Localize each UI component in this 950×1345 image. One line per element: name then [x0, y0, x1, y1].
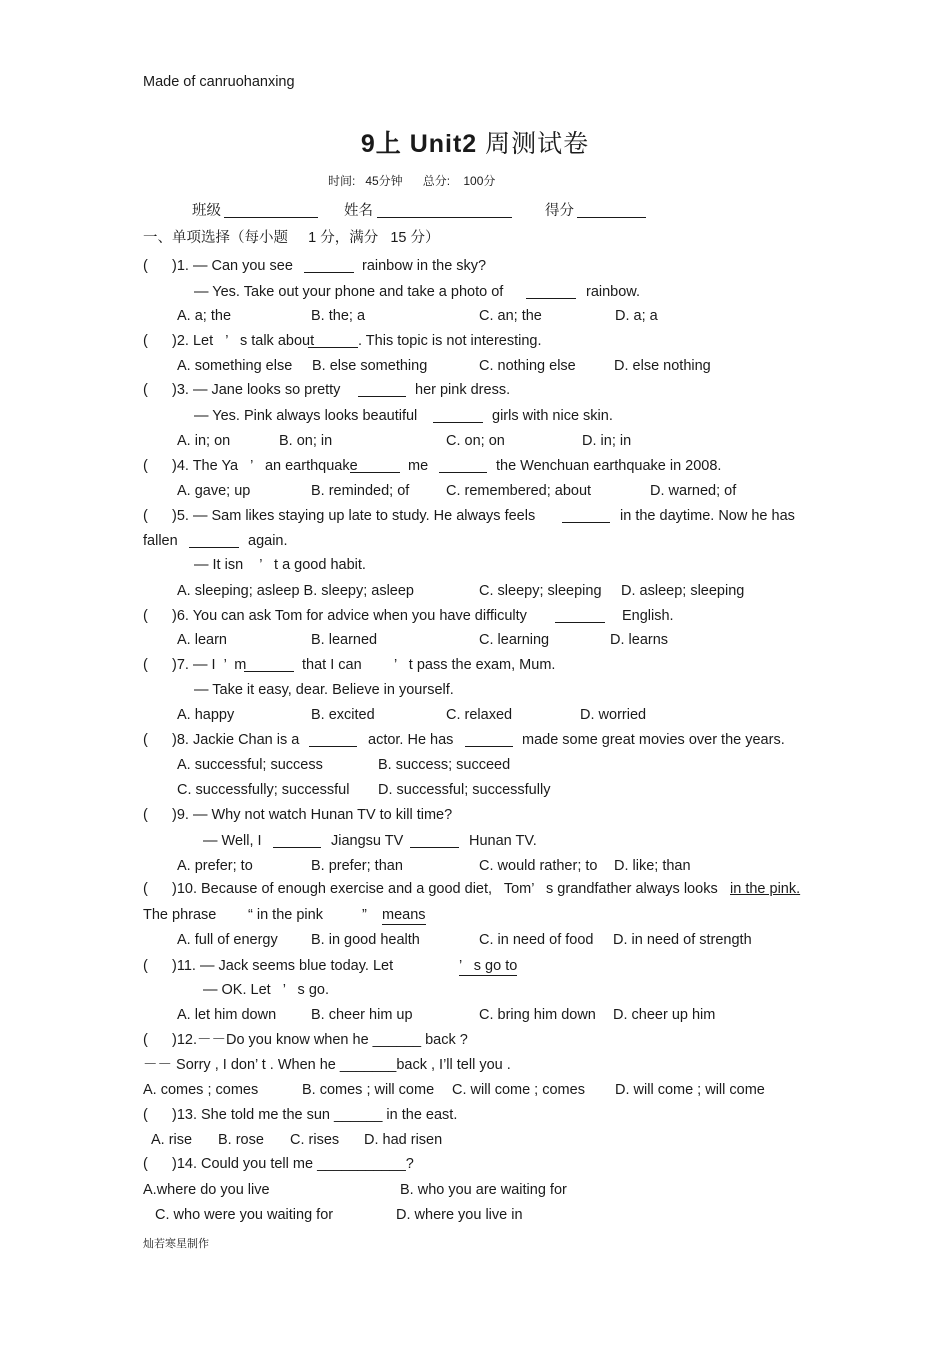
- section-heading: 一、单项选择（每小题 1 分，满分 15 分）: [143, 230, 440, 246]
- q9-option-a: A. prefer; to: [177, 858, 253, 874]
- q12-option-b: B. comes ; will come: [302, 1082, 435, 1098]
- q11-option-b: B. cheer him up: [311, 1007, 413, 1023]
- q2-stem: ( )2. Let ’ s talk about: [143, 333, 315, 349]
- q2-option-c: C. nothing else: [479, 358, 576, 374]
- q1-option-c: C. an; the: [479, 308, 542, 324]
- q3-blank-2[interactable]: [433, 408, 483, 423]
- q1-option-a: A. a; the: [177, 308, 232, 324]
- q4-stem-end: the Wenchuan earthquake in 2008.: [496, 458, 722, 474]
- q3-option-b: B. on; in: [279, 433, 333, 449]
- page-title: [0, 124, 950, 160]
- q4-option-d: D. warned; of: [650, 483, 737, 499]
- q11-stem-end: ’ s go to: [459, 958, 518, 974]
- q5-blank-1[interactable]: [562, 508, 610, 523]
- q9-option-d: D. like; than: [614, 858, 691, 874]
- q10-option-d: D. in need of strength: [613, 932, 752, 948]
- q5-blank-2[interactable]: [189, 533, 239, 548]
- q8-option-b: B. success; succeed: [378, 757, 511, 773]
- q10-option-a: A. full of energy: [177, 932, 278, 948]
- q8-option-c: C. successfully; successful: [177, 782, 350, 798]
- q14-option-d: D. where you live in: [396, 1207, 523, 1223]
- q12-option-c: C. will come ; comes: [452, 1082, 585, 1098]
- q7-option-a: A. happy: [177, 707, 235, 723]
- q1-blank-2[interactable]: [526, 284, 576, 299]
- q12-stem: ( )12.－－Do you know when he ______ back ?: [143, 1032, 468, 1048]
- q12-option-d: D. will come ; will come: [615, 1082, 765, 1098]
- title-suffix: 周测试卷: [485, 130, 590, 158]
- q1-stem: ( )1. — Can you see: [143, 258, 293, 274]
- title-prefix: 9上: [360, 130, 402, 158]
- q3-stem: ( )3. — Jane looks so pretty: [143, 382, 341, 398]
- footer-credit: 灿若寒星制作: [143, 1238, 209, 1250]
- q11-option-a: A. let him down: [177, 1007, 277, 1023]
- q6-blank[interactable]: [555, 608, 605, 623]
- q1-option-b: B. the; a: [311, 308, 366, 324]
- q7-blank[interactable]: [244, 657, 294, 672]
- q9-reply: — Well, I: [203, 833, 262, 849]
- q5-option-ab: A. sleeping; asleep B. sleepy; asleep: [177, 583, 414, 599]
- q4-blank-2[interactable]: [439, 458, 487, 473]
- q14-stem: ( )14. Could you tell me ___________?: [143, 1156, 414, 1172]
- q4-stem-mid: me: [408, 458, 429, 474]
- q5-option-c: C. sleepy; sleeping: [479, 583, 602, 599]
- q7-stem: ( )7. — I ’ m: [143, 657, 247, 673]
- q9-stem: ( )9. — Why not watch Hunan TV to kill time?: [143, 807, 453, 823]
- q10-quote-close: ”: [362, 907, 367, 923]
- title-unit: Unit2: [409, 130, 478, 158]
- score-blank[interactable]: [577, 203, 646, 218]
- q2-blank[interactable]: [308, 333, 358, 348]
- q1-reply: — Yes. Take out your phone and take a photo of: [194, 284, 504, 300]
- q7-stem-end: ’ t pass the exam, Mum.: [394, 657, 556, 673]
- q10-stem: ( )10. Because of enough exercise and a good diet, Tom’ s grandfather always looks: [143, 881, 718, 897]
- q10-option-b: B. in good health: [311, 932, 420, 948]
- q8-option-a: A. successful; success: [177, 757, 323, 773]
- name-label: 姓名: [344, 203, 373, 219]
- q2-stem-end: . This topic is not interesting.: [358, 333, 542, 349]
- q10-option-c: C. in need of food: [479, 932, 594, 948]
- header-made-of: Made of canruohanxing: [143, 74, 295, 90]
- q8-blank-2[interactable]: [465, 732, 513, 747]
- q14-option-c: C. who were you waiting for: [155, 1207, 334, 1223]
- q14-option-a: A.where do you live: [143, 1182, 270, 1198]
- q8-stem-mid: actor. He has: [368, 732, 454, 748]
- q3-option-c: C. on; on: [446, 433, 505, 449]
- q8-option-d: D. successful; successfully: [378, 782, 551, 798]
- q12-option-a: A. comes ; comes: [143, 1082, 259, 1098]
- q6-option-d: D. learns: [610, 632, 669, 648]
- q11-option-d: D. cheer up him: [613, 1007, 716, 1023]
- q9-option-b: B. prefer; than: [311, 858, 403, 874]
- q10-quote: “ in the pink: [248, 907, 323, 923]
- name-blank[interactable]: [377, 203, 512, 218]
- q1-option-d: D. a; a: [615, 308, 658, 324]
- q1-blank-1[interactable]: [304, 258, 354, 273]
- q3-reply: — Yes. Pink always looks beautiful: [194, 408, 418, 424]
- q9-option-c: C. would rather; to: [479, 858, 598, 874]
- q3-reply-end: girls with nice skin.: [492, 408, 613, 424]
- q9-reply-end: Hunan TV.: [469, 833, 537, 849]
- q10-stem-wrap: The phrase: [143, 907, 217, 923]
- q13-option-b: B. rose: [218, 1132, 264, 1148]
- q1-stem-end: rainbow in the sky?: [362, 258, 487, 274]
- q13-option-c: C. rises: [290, 1132, 340, 1148]
- q11-reply: — OK. Let ’ s go.: [203, 982, 329, 998]
- q8-stem-end: made some great movies over the years.: [522, 732, 785, 748]
- q5-stem-cont: in the daytime. Now he has: [620, 508, 795, 524]
- q2-option-d: D. else nothing: [614, 358, 711, 374]
- score-label: 得分: [545, 203, 574, 219]
- q3-blank-1[interactable]: [358, 382, 406, 397]
- q13-option-d: D. had risen: [364, 1132, 443, 1148]
- q4-blank-1[interactable]: [350, 458, 400, 473]
- q14-option-b: B. who you are waiting for: [400, 1182, 567, 1198]
- q4-option-a: A. gave; up: [177, 483, 251, 499]
- q13-stem: ( )13. She told me the sun ______ in the east.: [143, 1107, 458, 1123]
- q1-reply-end: rainbow.: [586, 284, 641, 300]
- q11-stem: ( )11. — Jack seems blue today. Let: [143, 958, 394, 974]
- q7-option-c: C. relaxed: [446, 707, 513, 723]
- q2-option-a: A. something else: [177, 358, 293, 374]
- q8-blank-1[interactable]: [309, 732, 357, 747]
- q8-stem: ( )8. Jackie Chan is a: [143, 732, 300, 748]
- q7-option-d: D. worried: [580, 707, 647, 723]
- q7-reply: — Take it easy, dear. Believe in yourself.: [194, 682, 454, 698]
- q10-means: means: [382, 907, 426, 923]
- info-line: 时间: 45分钟 总分: 100分: [328, 174, 496, 188]
- q4-option-c: C. remembered; about: [446, 483, 592, 499]
- q13-option-a: A. rise: [151, 1132, 193, 1148]
- q5-reply: — It isn ’ t a good habit.: [194, 557, 366, 573]
- q4-stem: ( )4. The Ya ’ an earthquake: [143, 458, 358, 474]
- q9-blank-2[interactable]: [410, 833, 459, 848]
- q6-option-a: A. learn: [177, 632, 227, 648]
- q3-option-a: A. in; on: [177, 433, 231, 449]
- q9-reply-mid: Jiangsu TV: [331, 833, 404, 849]
- q6-stem-end: English.: [622, 608, 674, 624]
- q2-option-b: B. else something: [312, 358, 428, 374]
- q6-option-c: C. learning: [479, 632, 550, 648]
- q6-option-b: B. learned: [311, 632, 378, 648]
- q7-option-b: B. excited: [311, 707, 375, 723]
- q11-option-c: C. bring him down: [479, 1007, 596, 1023]
- q7-stem-mid: that I can: [302, 657, 362, 673]
- class-blank[interactable]: [224, 203, 318, 218]
- q5-stem-wrap: fallen: [143, 533, 178, 549]
- q5-stem: ( )5. — Sam likes staying up late to study. He always feels: [143, 508, 536, 524]
- q6-stem: ( )6. You can ask Tom for advice when you have difficulty: [143, 608, 527, 624]
- q5-option-d: D. asleep; sleeping: [621, 583, 745, 599]
- class-label: 班级: [192, 203, 221, 219]
- q10-phrase: in the pink.: [730, 881, 801, 897]
- q12-reply: －－ Sorry , I don’ t . When he _______back , I’ll tell you .: [143, 1057, 511, 1073]
- q5-stem-end: again.: [248, 533, 288, 549]
- q4-option-b: B. reminded; of: [311, 483, 410, 499]
- q9-blank-1[interactable]: [273, 833, 321, 848]
- q3-option-d: D. in; in: [582, 433, 632, 449]
- q3-stem-end: her pink dress.: [415, 382, 511, 398]
